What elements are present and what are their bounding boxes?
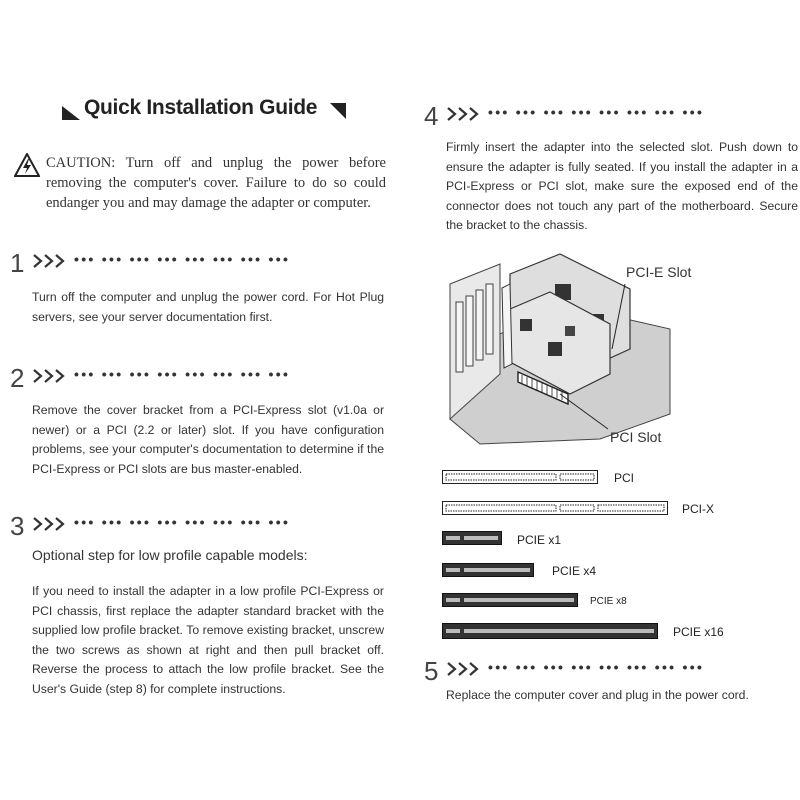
dot-divider: ••• ••• ••• ••• ••• ••• ••• ••• [488, 659, 705, 675]
slot-label: PCIE x16 [673, 625, 724, 639]
pcie-slot-label: PCI-E Slot [626, 264, 692, 280]
step-1-text: Turn off the computer and unplug the power cord. For Hot Plug servers, see your server documentation first. [32, 290, 384, 324]
step-number: 1 [10, 248, 25, 278]
step-number: 5 [424, 656, 439, 686]
page-title: Quick Installation Guide [84, 96, 318, 119]
step-5-text: Replace the computer cover and plug in the power cord. [446, 688, 749, 702]
triple-chevron-icon [32, 253, 76, 274]
slot-pcie-x4 [442, 563, 534, 582]
triple-chevron-icon [446, 661, 490, 682]
dot-divider: ••• ••• ••• ••• ••• ••• ••• ••• [488, 104, 705, 120]
slot-pci-x [442, 501, 668, 520]
pci-slot-label: PCI Slot [610, 429, 662, 445]
step-3-text: If you need to install the adapter in a low profile PCI-Express or PCI chassis, first replace the adapter standard bracket with the supplied low profile bracket. To remove existing bracket, unscrew the two screws as shown at right and then pull bracket off. Reverse the process to attach the low profile bracket. See the User's Guide (step 8) for complete instructions. [32, 584, 384, 696]
dot-divider: ••• ••• ••• ••• ••• ••• ••• ••• [74, 366, 291, 382]
slot-pcie-x1 [442, 531, 502, 550]
slot-label: PCIE x4 [552, 564, 597, 578]
warning-triangle-icon [14, 153, 40, 182]
triple-chevron-icon [446, 106, 490, 127]
step-4-header [424, 101, 784, 131]
slot-label: PCIE x1 [517, 533, 562, 547]
slot-label: PCIE x8 [590, 596, 627, 607]
step-2-text: Remove the cover bracket from a PCI-Express slot (v1.0a or newer) or a PCI (2.2 or later) slot. If you have configuration problems, see your computer's documentation to determine if the PCI-Express or PCI slots are bus master-enabled. [32, 403, 384, 476]
slot-label: PCI-X [682, 502, 715, 516]
caution-text: CAUTION: Turn off and unplug the power before removing the computer's cover. Failure to do so could endanger you and may damage the adapter or computer. [46, 155, 386, 211]
title-marker-left-icon [62, 106, 80, 125]
step-4-text: Firmly insert the adapter into the selected slot. Push down to ensure the adapter is fully seated. If you install the adapter in a PCI-Express or PCI slot, make sure the exposed end of the connector does not touch any part of the motherboard. Secure the bracket to the chassis. [446, 140, 798, 232]
step-number: 4 [424, 101, 439, 131]
title-marker-right-icon [330, 103, 346, 124]
dot-divider: ••• ••• ••• ••• ••• ••• ••• ••• [74, 251, 291, 267]
triple-chevron-icon [32, 368, 76, 389]
triple-chevron-icon [32, 516, 76, 537]
step-2-header [10, 363, 370, 393]
step-3-header [10, 511, 370, 541]
step-5-header [424, 656, 784, 686]
step-1-header [10, 248, 370, 278]
dot-divider: ••• ••• ••• ••• ••• ••• ••• ••• [74, 514, 291, 530]
step-number: 3 [10, 511, 25, 541]
slot-label: PCI [614, 471, 635, 485]
step-number: 2 [10, 363, 25, 393]
slot-pci [442, 470, 598, 489]
slot-pcie-x8 [442, 593, 578, 612]
step-3-subheading: Optional step for low profile capable models: [32, 547, 308, 563]
slot-pcie-x16 [442, 623, 658, 644]
